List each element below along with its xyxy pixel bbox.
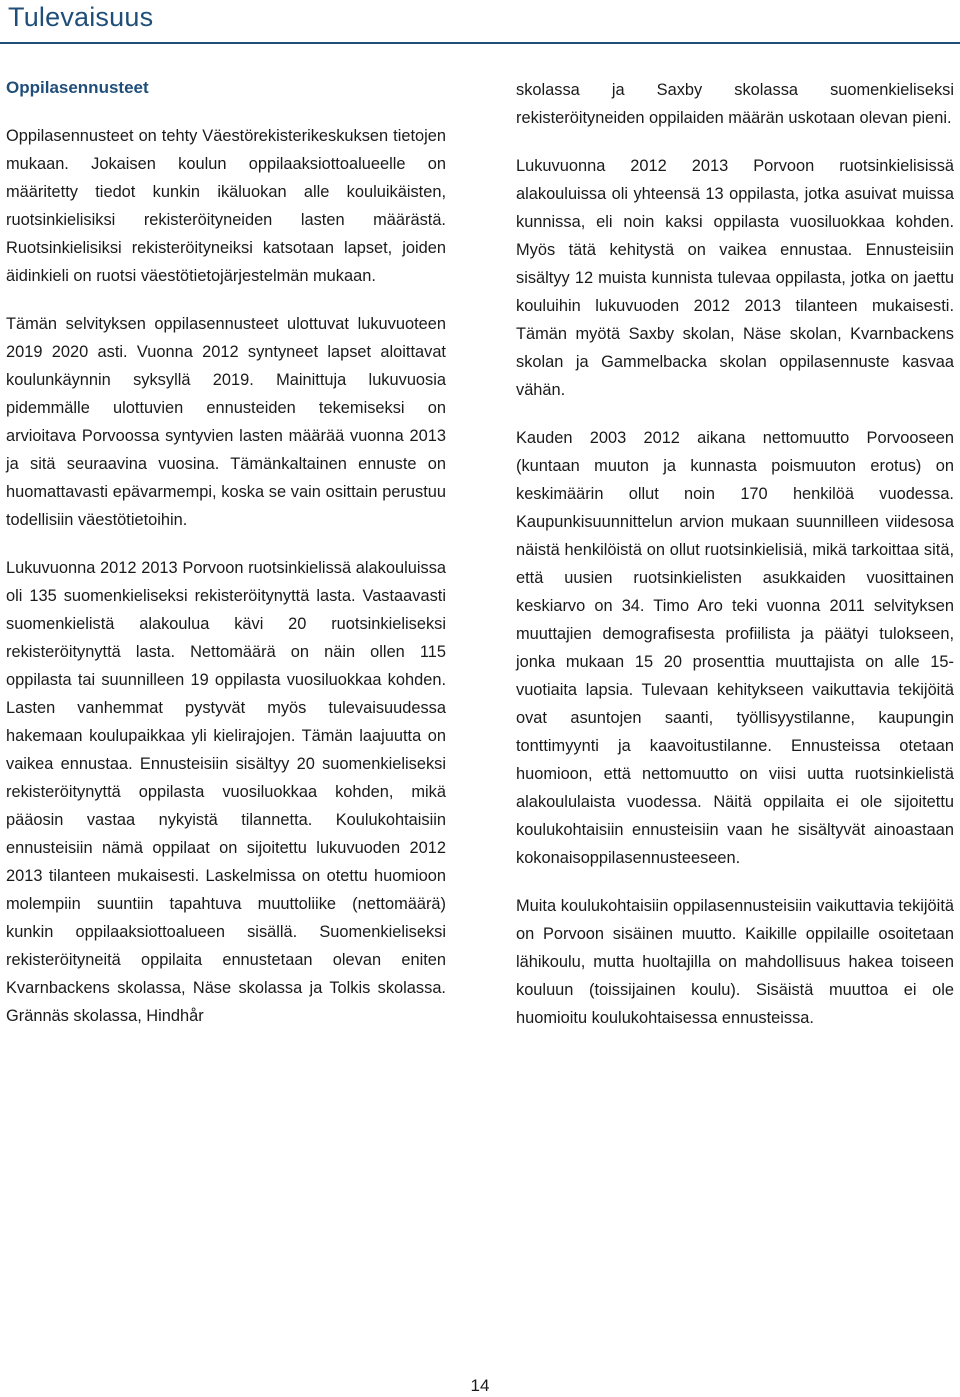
paragraph: Lukuvuonna 2012 2013 Porvoon ruotsinkielisissä alakouluissa oli yhteensä 13 oppilasta, jotka asuivat muissa kunnissa, eli noin kaksi oppilasta vuosiluokkaa kohden. Myös tätä kehitystä on vaikea ennustaa. Ennusteisiin sisältyy 12 muista kunnista tulevaa oppilasta, jotka on jaettu kouluihin lukuvuoden 2012 2013 tilanteen mukaisesti. Tämän myötä Saxby skolan, Näse skolan, Kvarnbackens skolan ja Gammelbacka skolan oppilasennuste kasvaa vähän. xyxy=(516,157,954,399)
paragraph: Lukuvuonna 2012 2013 Porvoon ruotsinkielissä alakouluissa oli 135 suomenkieliseksi rekisteröitynyttä lasta. Vastaavasti suomenkielistä alakoulua kävi 20 ruotsinkieliseksi rekisteröitynyttä lasta. Nettomäärä on näin ollen 115 oppilasta tai suunnilleen 19 oppilasta vuosiluokkaa kohden. Lasten vanhemmat pystyvät myös tulevaisuudessa hakemaan koulupaikkaa yli kielirajojen. Tämän laajuutta on vaikea ennustaa. Ennusteisiin sisältyy 20 suomenkieliseksi rekisteröitynyttä oppilasta vuosiluokkaa kohden, mikä pääosin vastaa nykyistä tilannetta. Koulukohtaisiin ennusteisiin nämä oppilaat on sijoitettu lukuvuoden 2012 2013 tilanteen mukaisesti. Laskelmissa on otettu huomioon molempiin suuntiin tapahtuva muuttoliike (nettomäärä) kunkin oppilaaksiottoalueen sisällä. Suomenkieliseksi rekisteröityneitä oppilaita ennustetaan olevan eniten Kvarnbackens skolassa, Näse skolassa ja Tolkis skolassa. Grännäs skolassa, Hindhår xyxy=(6,559,446,1025)
paragraph: skolassa ja Saxby skolassa suomenkieliseksi rekisteröityneiden oppilaiden määrän uskotaan olevan pieni. xyxy=(516,81,954,127)
left-column xyxy=(6,74,446,1050)
paragraph: Kauden 2003 2012 aikana nettomuutto Porvooseen (kuntaan muuton ja kunnasta poismuuton erotus) on keskimäärin ollut noin 170 henkilöä vuodessa. Kaupunkisuunnittelun arvion mukaan suunnilleen viidesosa näistä henkilöistä on ollut ruotsinkielisiä, mikä tarkoittaa sitä, että uusien ruotsinkielisten asukkaiden vuosittainen keskiarvo on 34. Timo Aro teki vuonna 2011 selvityksen muuttajien demografisesta profiilista ja päätyi tulokseen, jonka mukaan 15 20 prosenttia muuttajista on alle 15-vuotiaita lapsia. Tulevaan kehitykseen vaikuttavia tekijöitä ovat asuntojen saanti, työllisyystilanne, kaupungin tonttimyynti ja kaavoitustilanne. Ennusteissa otetaan huomioon, että nettomuutto on viisi uutta ruotsinkielistä alakoululaista vuodessa. Näitä oppilaita ei ole sijoitettu koulukohtaisiin ennusteisiin vaan he sisältyvät ainoastaan kokonaisoppilasennusteeseen. xyxy=(516,429,954,867)
header-divider xyxy=(0,42,960,44)
right-column xyxy=(516,76,954,1052)
page-number: 14 xyxy=(470,1376,490,1395)
section-heading: Oppilasennusteet xyxy=(6,78,149,97)
paragraph: Tämän selvityksen oppilasennusteet ulottuvat lukuvuoteen 2019 2020 asti. Vuonna 2012 syntyneet lapset aloittavat koulunkäynnin syksyllä 2019. Mainittuja lukuvuosia pidemmälle ulottuvien ennusteiden tekemiseksi on arvioitava Porvoossa syntyvien lasten määrää vuonna 2013 ja sitä seuraavina vuosina. Tämänkaltainen ennuste on huomattavasti epävarmempi, koska se vain osittain perustuu todellisiin väestötietoihin. xyxy=(6,315,446,529)
page-title: Tulevaisuus xyxy=(8,2,154,32)
paragraph: Oppilasennusteet on tehty Väestörekisterikeskuksen tietojen mukaan. Jokaisen koulun oppilaaksiottoalueelle on määritetty tiedot kunkin ikäluokan alle kouluikäisten, ruotsinkielisiksi rekisteröityneiden lasten määrästä. Ruotsinkielisiksi rekisteröityneiksi katsotaan lapset, joiden äidinkieli on ruotsi väestötietojärjestelmän mukaan. xyxy=(6,127,446,285)
paragraph: Muita koulukohtaisiin oppilasennusteisiin vaikuttavia tekijöitä on Porvoon sisäinen muutto. Kaikille oppilaille osoitetaan lähikoulu, mutta huoltajilla on mahdollisuus hakea toiseen kouluun (toissijainen koulu). Sisäistä muuttoa ei ole huomioitu koulukohtaisessa ennusteissa. xyxy=(516,897,954,1027)
page-header xyxy=(0,0,960,46)
